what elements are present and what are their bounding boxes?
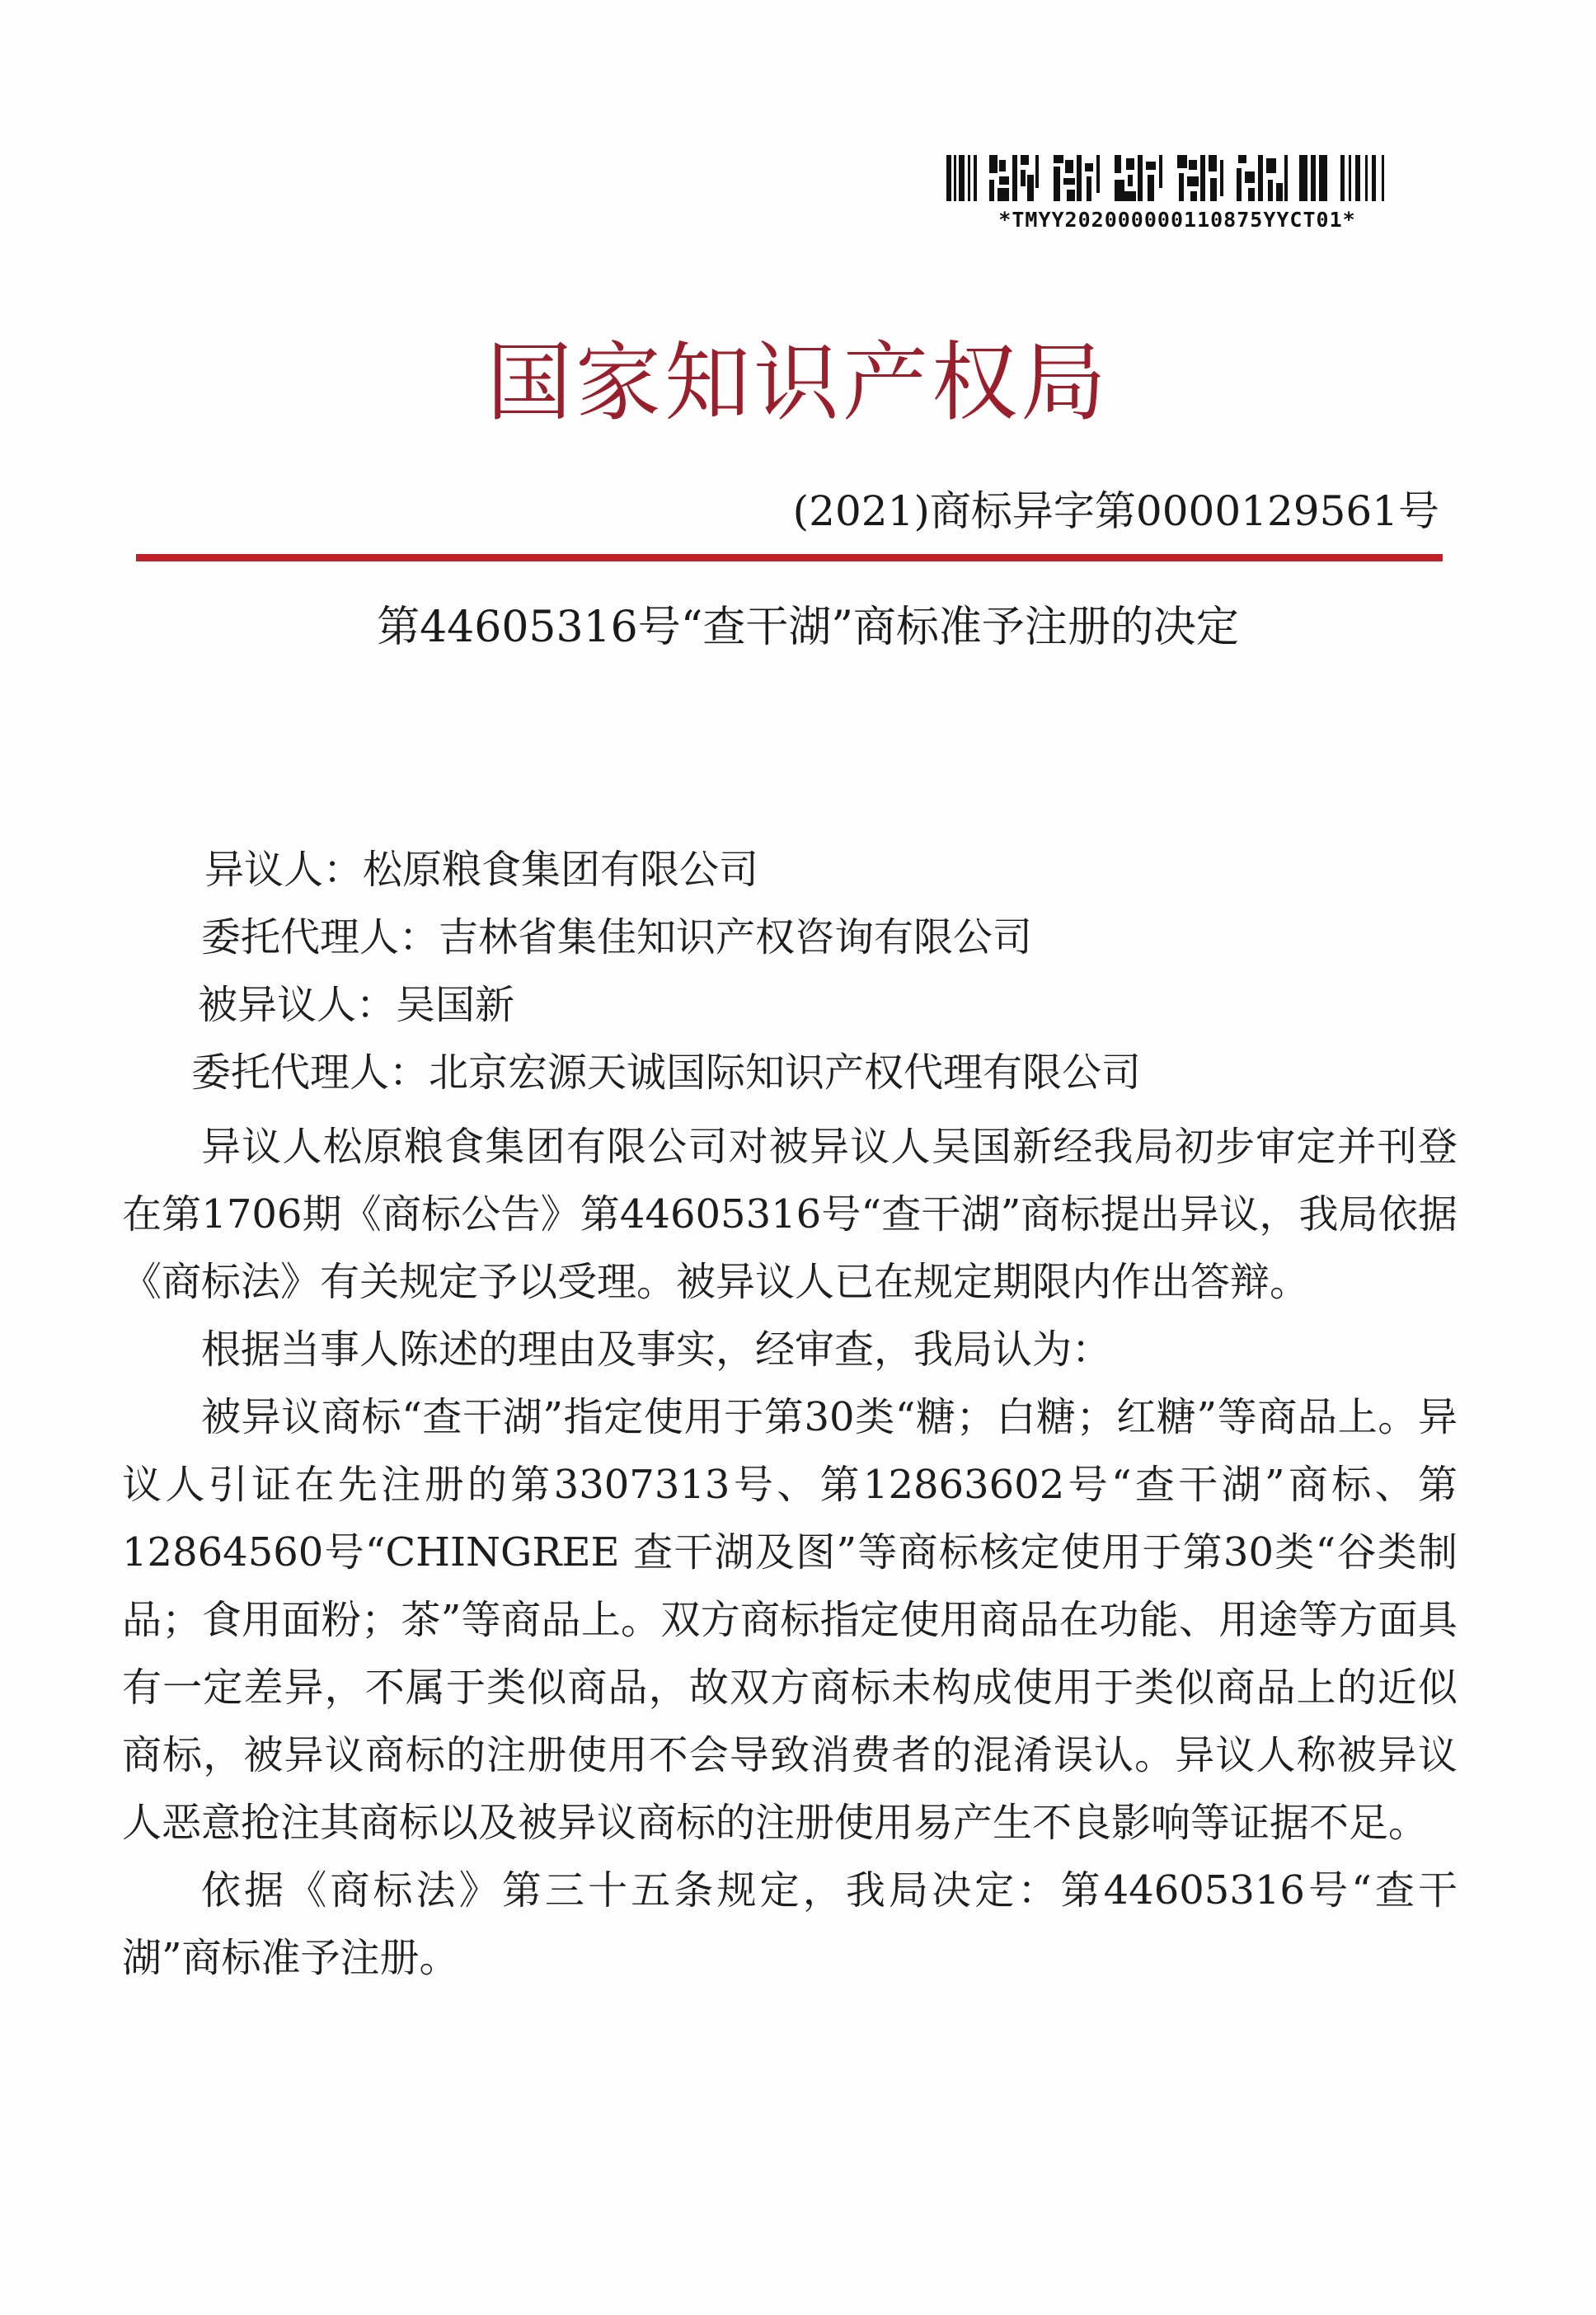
opponent-agent-name: 吉林省集佳知识产权咨询有限公司 bbox=[439, 914, 1033, 960]
barcode bbox=[946, 155, 1392, 201]
respondent-line bbox=[198, 973, 514, 1030]
paragraph-reasoning: 被异议商标“查干湖”指定使用于第30类“糖；白糖；红糖”等商品上。异议人引证在先注册的第3307313号、第12863602号“查干湖”商标、第12864560号“CHINGREE 查干湖及图”等商标核定使用于第30类“谷类制品；食用面粉；茶”等商品上。双方商标指定使用商品在功能、用途等方面具有一定差异，不属于类似商品，故双方商标未构成使用于类似商品上的近似商标，被异议商标的注册使用不会导致消费者的混淆误认。异议人称被异议人恶意抢注其商标以及被异议商标的注册使用易产生不良影响等证据不足。 bbox=[122, 1394, 1458, 1846]
paragraph-finding-intro: 根据当事人陈述的理由及事实，经审查，我局认为： bbox=[201, 1327, 1112, 1373]
document-title: 第44605316号“查干湖”商标准予注册的决定 bbox=[377, 603, 1239, 652]
opponent-agent-label: 委托代理人： bbox=[201, 914, 439, 960]
red-divider bbox=[136, 554, 1443, 561]
decision-body bbox=[122, 1113, 1458, 1992]
respondent-agent-name: 北京宏源天诚国际知识产权代理有限公司 bbox=[429, 1049, 1142, 1096]
opponent-label: 异议人： bbox=[204, 847, 364, 893]
respondent-agent-line bbox=[191, 1040, 1141, 1097]
opponent-agent-line bbox=[201, 905, 1032, 962]
paragraph-opposition: 异议人松原粮食集团有限公司对被异议人吴国新经我局初步审定并刊登在第1706期《商标公告》第44605316号“查干湖”商标提出异议，我局依据《商标法》有关规定予以受理。被异议人已在规定期限内作出答辩。 bbox=[122, 1124, 1458, 1305]
respondent-agent-label: 委托代理人： bbox=[191, 1049, 430, 1096]
barcode-number: *TMYY202000000110875YYCT01* bbox=[998, 208, 1356, 232]
agency-name: 国家知识产权局 bbox=[486, 332, 1110, 433]
respondent-name: 吴国新 bbox=[396, 982, 515, 1028]
opponent-name: 松原粮食集团有限公司 bbox=[363, 847, 759, 893]
opponent-line bbox=[204, 838, 758, 895]
document-number: (2021)商标异字第0000129561号 bbox=[792, 487, 1439, 535]
respondent-label: 被异议人： bbox=[198, 982, 397, 1028]
paragraph-decision: 依据《商标法》第三十五条规定，我局决定：第44605316号“查干湖”商标准予注册。 bbox=[122, 1867, 1458, 1981]
